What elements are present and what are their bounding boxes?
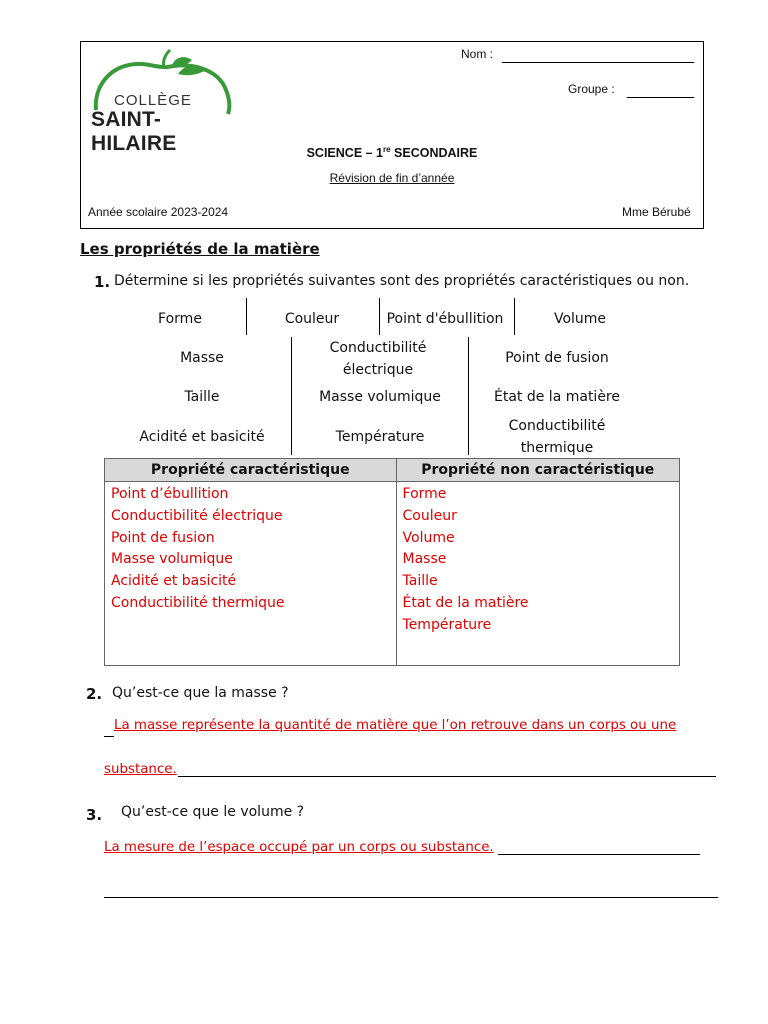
list-item: Taille — [402, 573, 438, 590]
properties-table — [104, 458, 680, 666]
list-item: Masse — [402, 551, 447, 568]
list-item: Conductibilité électrique — [111, 507, 283, 524]
q2-answer-line1[interactable]: La masse représente la quantité de matière que l’on retrouve dans un corps ou une — [114, 718, 677, 733]
q2-answer-line2[interactable]: substance. — [104, 762, 177, 777]
list-item: Point de fusion — [111, 529, 215, 546]
title-main: SCIENCE – 1 — [306, 146, 384, 161]
q2-number: 2. — [86, 685, 103, 703]
divider — [291, 337, 292, 455]
word-conductibilite-thermique: Conductibilité thermique — [508, 418, 606, 456]
title-sup: re — [383, 145, 391, 154]
word-couleur: Couleur — [284, 311, 340, 327]
logo-line2: SAINT-HILAIRE — [91, 108, 177, 155]
answer-line[interactable] — [104, 897, 718, 898]
answer-line — [498, 854, 700, 855]
word-point-ebullition: Point d'ébullition — [386, 311, 504, 327]
table-header-row — [105, 459, 680, 482]
page-subtitle: Révision de fin d’année — [329, 171, 455, 185]
college-logo — [88, 48, 238, 155]
section-title: Les propriétés de la matière — [80, 240, 320, 258]
teacher-name: Mme Bérubé — [622, 205, 691, 219]
answer-line — [178, 776, 716, 777]
groupe-label: Groupe : — [568, 82, 615, 96]
word-forme: Forme — [158, 311, 202, 327]
non-characteristic-cell[interactable] — [396, 482, 679, 666]
word-etat-matiere: État de la matière — [494, 389, 620, 405]
characteristic-cell[interactable] — [105, 482, 397, 666]
word-temperature: Température — [335, 429, 425, 445]
list-item: Point d’ébullition — [111, 486, 229, 502]
nom-field[interactable] — [502, 62, 694, 63]
divider — [246, 298, 247, 335]
q3-answer[interactable]: La mesure de l’espace occupé par un corps ou substance. — [104, 840, 494, 855]
q3-text: Qu’est-ce que le volume ? — [121, 804, 305, 820]
groupe-field[interactable] — [627, 97, 694, 98]
list-item: Acidité et basicité — [111, 573, 237, 590]
list-item: État de la matière — [402, 594, 529, 611]
header-characteristic: Propriété caractéristique — [105, 459, 397, 482]
q2-text: Qu’est-ce que la masse ? — [112, 685, 289, 701]
q1-number: 1. — [94, 273, 111, 291]
list-item: Forme — [402, 486, 447, 502]
page-title — [0, 145, 768, 160]
list-item: Conductibilité thermique — [111, 594, 285, 611]
school-year: Année scolaire 2023-2024 — [88, 205, 229, 219]
list-item: Volume — [402, 529, 455, 546]
list-item: Couleur — [402, 507, 457, 524]
logo-line1: COLLÈGE — [114, 92, 192, 109]
word-point-fusion: Point de fusion — [505, 350, 609, 366]
title-rest: SECONDAIRE — [390, 146, 478, 161]
word-masse: Masse — [180, 350, 224, 366]
q1-text: Détermine si les propriétés suivantes sont des propriétés caractéristiques ou non. — [114, 273, 690, 289]
table-row — [105, 482, 680, 666]
word-masse-volumique: Masse volumique — [319, 389, 441, 405]
word-taille: Taille — [184, 389, 220, 405]
word-acidite-basicite: Acidité et basicité — [139, 429, 265, 445]
list-item: Température — [402, 616, 492, 633]
word-volume: Volume — [553, 311, 607, 327]
word-conductibilite-electrique: Conductibilité électrique — [329, 340, 427, 378]
divider — [468, 337, 469, 455]
list-item: Masse volumique — [111, 551, 233, 568]
q3-number: 3. — [86, 806, 103, 824]
header-non-characteristic: Propriété non caractéristique — [396, 459, 679, 482]
nom-label: Nom : — [461, 47, 494, 61]
divider — [514, 298, 515, 335]
answer-line — [104, 736, 114, 737]
divider — [379, 298, 380, 335]
